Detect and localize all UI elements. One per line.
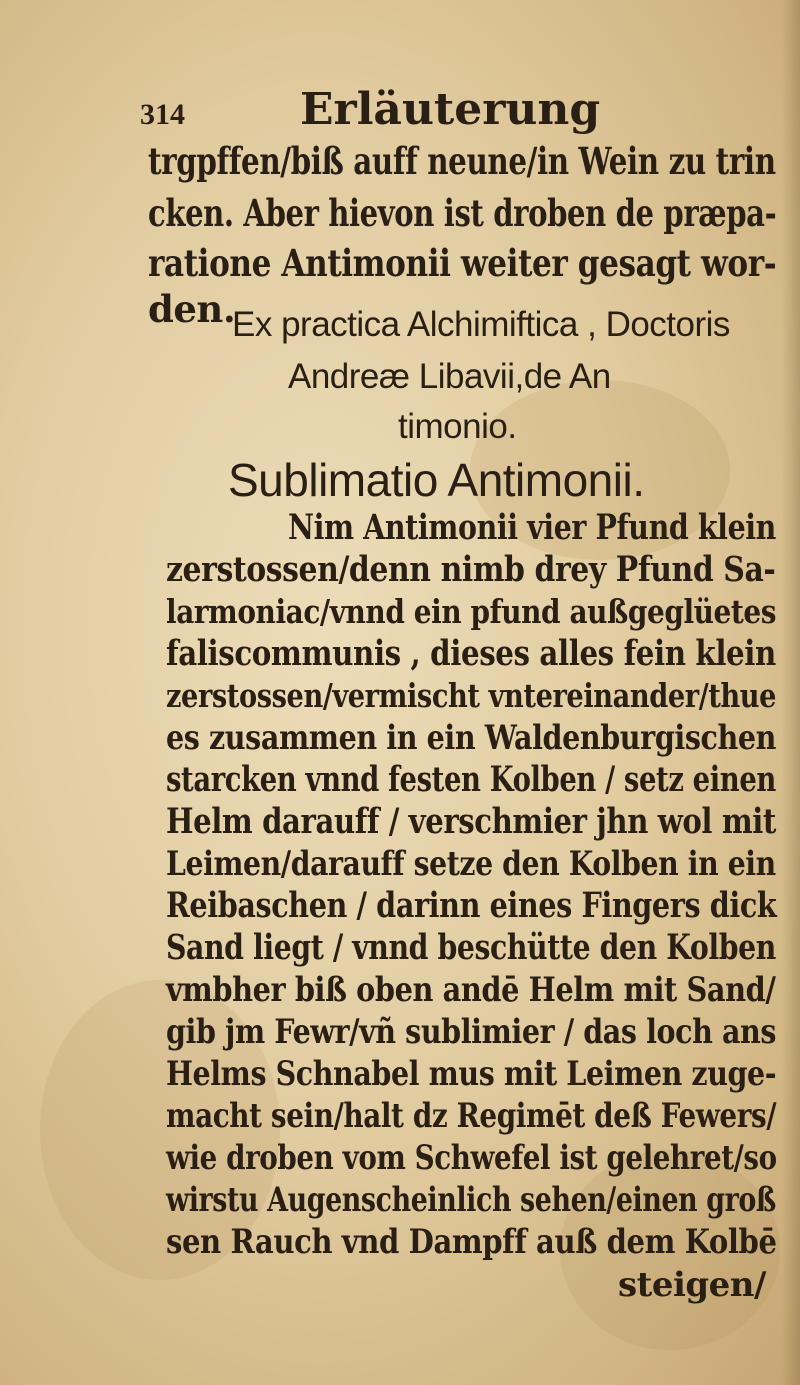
text-line: zerstossen/vermischt vntereinander/thue — [166, 676, 777, 715]
text-line: faliscommunis , dieses alles fein klein — [166, 633, 776, 674]
text-line: den. — [148, 287, 236, 331]
text-line: ratione Antimonii weiter gesagt wor- — [148, 241, 777, 285]
text-line: Leimen/darauff setze den Kolben in ein — [166, 844, 776, 884]
page-edge-shadow — [782, 0, 800, 1385]
text-line: Helms Schnabel mus mit Leimen zuge- — [166, 1054, 777, 1094]
source-line: Ex practica Alchimiftica , Doctoris — [232, 305, 730, 344]
source-line: timonio. — [398, 407, 517, 446]
text-line: gib jm Fewr/vñ sublimier / das loch ans — [166, 1012, 777, 1052]
text-line: vmbher biß oben andē Helm mit Sand/ — [166, 970, 776, 1010]
text-line: Helm darauff / verschmier jhn wol mit — [166, 801, 776, 842]
source-line: Andreæ Libavii,de An — [288, 357, 611, 396]
text-line: cken. Aber hievon ist droben de præpa- — [148, 191, 777, 235]
text-line: starcken vnnd festen Kolben / setz einen — [166, 759, 776, 800]
text-line: zerstossen/denn nimb drey Pfund Sa- — [166, 549, 776, 590]
text-line: larmoniac/vnnd ein pfund außgeglüetes — [166, 592, 777, 631]
text-line: es zusammen in ein Waldenburgischen — [166, 718, 777, 758]
text-line: Sand liegt / vnnd beschütte den Kolben — [166, 927, 776, 968]
page-number: 314 — [140, 98, 185, 131]
text-line: sen Rauch vnd Dampff auß dem Kolbē — [166, 1222, 777, 1262]
text-line: macht sein/halt dz Regimēt deß Fewers/ — [166, 1096, 777, 1136]
text-line: trgpffen/biß auff neune/in Wein zu trin — [148, 139, 776, 183]
section-title: Sublimatio Antimonii. — [228, 454, 645, 506]
text-line: wie droben vom Schwefel ist gelehret/so — [166, 1138, 777, 1178]
catchword: steigen/ — [618, 1265, 766, 1305]
text-line: wirstu Augenscheinlich sehen/einen groß — [166, 1180, 776, 1220]
text-line: Reibaschen / darinn eines Fingers dick — [166, 885, 777, 926]
text-line: Nim Antimonii vier Pfund klein — [288, 507, 776, 548]
running-head: Erläuterung — [300, 84, 601, 135]
